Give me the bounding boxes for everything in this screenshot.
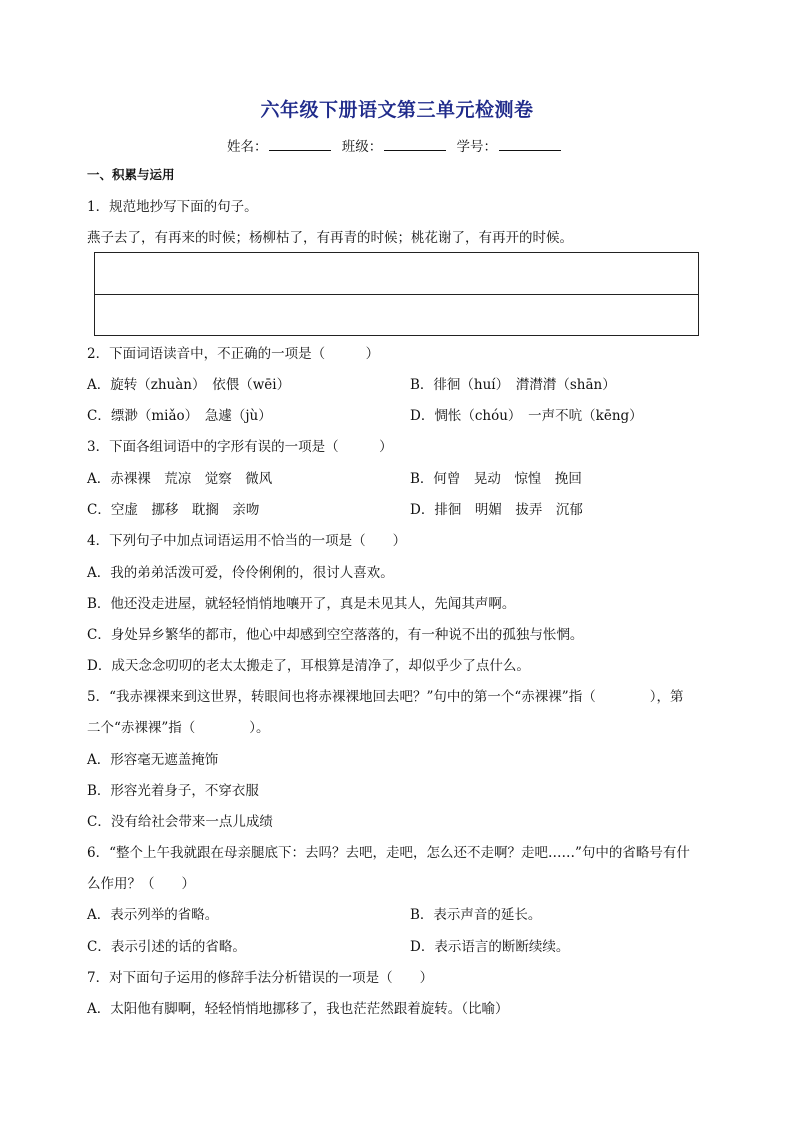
q6-option-a: A．表示列举的省略。 xyxy=(87,907,219,923)
q2-option-b: B．徘徊（huí） 潸潸潸（shān） xyxy=(410,377,616,393)
q3-option-d: D．排徊 明媚 拔弄 沉郁 xyxy=(410,502,583,518)
q2-option-a: A．旋转（zhuàn） 依偎（wēi） xyxy=(87,377,291,393)
name-blank[interactable] xyxy=(269,138,331,151)
q4-option-b: B．他还没走进屋，就轻轻悄悄地嚷开了，真是未见其人，先闻其声啊。 xyxy=(87,596,516,612)
class-label: 班级： xyxy=(341,139,383,155)
class-blank[interactable] xyxy=(384,138,446,151)
q2-option-d: D．惆怅（chóu） 一声不吭（kēng） xyxy=(410,408,643,424)
q5-option-b: B．形容光着身子，不穿衣服 xyxy=(87,783,259,799)
q4-option-a: A．我的弟弟活泼可爱，伶伶俐俐的，很讨人喜欢。 xyxy=(87,565,394,581)
q7-option-a: A．太阳他有脚啊，轻轻悄悄地挪移了，我也茫茫然跟着旋转。（比喻） xyxy=(87,1001,509,1017)
writing-line xyxy=(95,294,698,295)
q3-option-a: A．赤裸裸 荒凉 觉察 微风 xyxy=(87,471,273,487)
q2-option-c: C．缥渺（miǎo） 急遽（jù） xyxy=(87,408,272,424)
name-label: 姓名： xyxy=(226,139,268,155)
q3-option-c: C．空虚 挪移 耽搁 亲吻 xyxy=(87,502,260,518)
page-title: 六年级下册语文第三单元检测卷 xyxy=(260,99,534,121)
q2-stem: 2．下面词语读音中，不正确的一项是（ ） xyxy=(87,346,380,362)
q6-option-b: B．表示声音的延长。 xyxy=(410,907,542,923)
copy-writing-box[interactable] xyxy=(94,252,699,336)
q5-stem-line1: 5．“我赤裸裸来到这世界，转眼间也将赤裸裸地回去吧？”句中的第一个“赤裸裸”指（ ），第 xyxy=(87,689,684,705)
q4-stem: 4．下列句子中加点词语运用不恰当的一项是（ ） xyxy=(87,533,407,549)
q3-stem: 3．下面各组词语中的字形有误的一项是（ ） xyxy=(87,439,393,455)
id-label: 学号： xyxy=(456,139,498,155)
q7-stem: 7．对下面句子运用的修辞手法分析错误的一项是（ ） xyxy=(87,970,434,986)
q6-option-c: C．表示引述的话的省略。 xyxy=(87,939,246,955)
id-blank[interactable] xyxy=(499,138,561,151)
q4-option-c: C．身处异乡繁华的都市，他心中却感到空空落落的，有一种说不出的孤独与怅惘。 xyxy=(87,627,584,643)
q6-stem-line1: 6．“整个上午我就跟在母亲腿底下：去吗？去吧，走吧，怎么还不走啊？走吧……”句中的省略号有什 xyxy=(87,845,690,861)
student-info xyxy=(0,135,794,155)
q1-sentence: 燕子去了，有再来的时候；杨柳枯了，有再青的时候；桃花谢了，有再开的时候。 xyxy=(87,230,573,246)
q5-option-a: A．形容毫无遮盖掩饰 xyxy=(87,752,219,768)
q5-option-c: C．没有给社会带来一点儿成绩 xyxy=(87,814,273,830)
q1-stem: 1．规范地抄写下面的句子。 xyxy=(87,199,258,215)
q6-stem-line2: 么作用？（ ） xyxy=(87,876,195,892)
section-heading: 一、积累与运用 xyxy=(87,167,175,182)
q6-option-d: D．表示语言的断断续续。 xyxy=(410,939,570,955)
q3-option-b: B．何曾 晃动 惊惶 挽回 xyxy=(410,471,582,487)
q5-stem-line2: 二个“赤裸裸”指（ ）。 xyxy=(87,720,270,736)
q4-option-d: D．成天念念叨叨的老太太搬走了，耳根算是清净了，却似乎少了点什么。 xyxy=(87,658,530,674)
